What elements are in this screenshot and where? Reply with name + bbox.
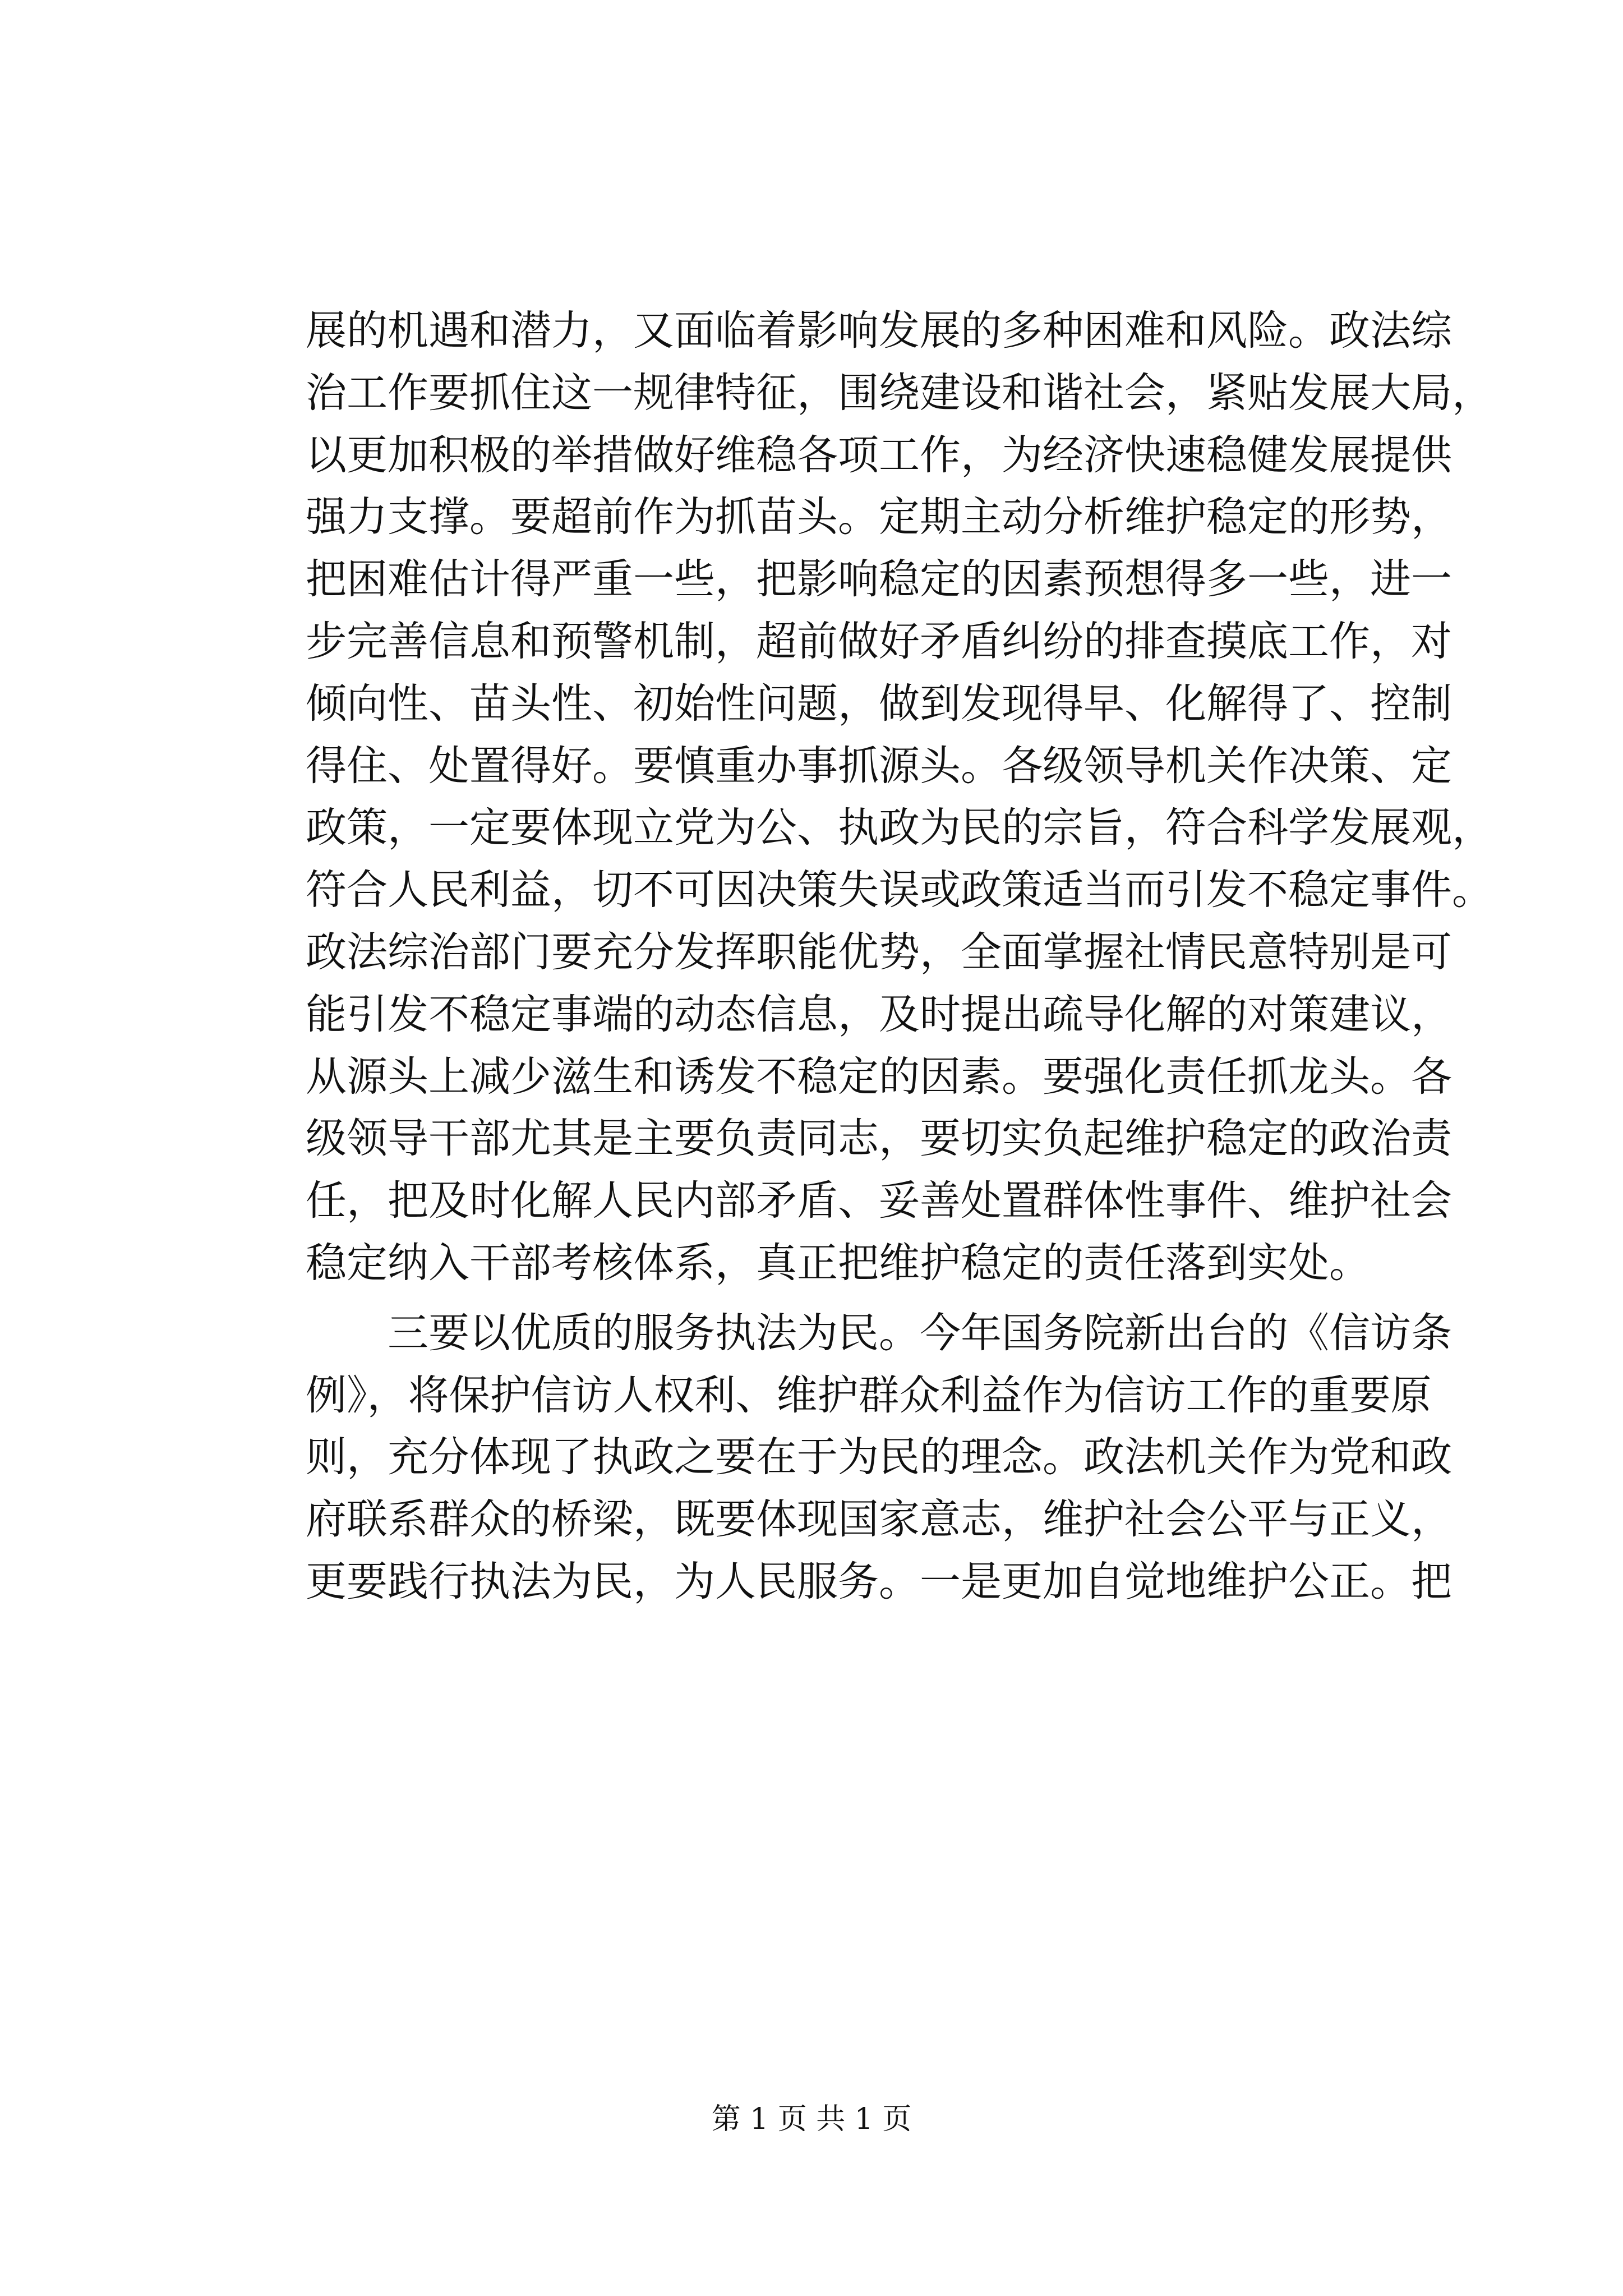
page-number-footer: 第 1 页 共 1 页	[711, 2102, 912, 2136]
text-line: 级领导干部尤其是主要负责同志，要切实负起维护稳定的政治责	[306, 1115, 1452, 1163]
text-line: 得住、处置得好。要慎重办事抓源头。各级领导机关作决策、定	[306, 742, 1452, 790]
text-line: 治工作要抓住这一规律特征，围绕建设和谐社会，紧贴发展大局，	[306, 369, 1493, 417]
text-line: 展的机遇和潜力，又面临着影响发展的多种困难和风险。政法综	[306, 307, 1452, 355]
text-line: 把困难估计得严重一些，把影响稳定的因素预想得多一些，进一	[306, 555, 1452, 604]
text-line: 府联系群众的桥梁，既要体现国家意志，维护社会公平与正义，	[306, 1496, 1452, 1544]
text-line: 强力支撑。要超前作为抓苗头。定期主动分析维护稳定的形势，	[306, 493, 1452, 541]
text-line: 符合人民利益，切不可因决策失误或政策适当而引发不稳定事件。	[306, 866, 1493, 914]
text-line: 则，充分体现了执政之要在于为民的理念。政法机关作为党和政	[306, 1433, 1452, 1481]
paragraph-2	[306, 1303, 1452, 1613]
text-line: 三要以优质的服务执法为民。今年国务院新出台的《信访条	[306, 1309, 1452, 1357]
text-line: 步完善信息和预警机制，超前做好矛盾纠纷的排查摸底工作，对	[306, 617, 1452, 665]
text-line: 能引发不稳定事端的动态信息，及时提出疏导化解的对策建议，	[306, 990, 1452, 1038]
body-text	[306, 300, 1493, 1613]
text-line: 更要践行执法为民，为人民服务。一是更加自觉地维护公正。把	[306, 1557, 1452, 1605]
text-line: 政策，一定要体现立党为公、执政为民的宗旨，符合科学发展观，	[306, 804, 1493, 852]
paragraph-gap	[306, 1295, 1422, 1303]
paragraph-1	[306, 300, 1493, 1295]
text-line: 稳定纳入干部考核体系，真正把维护稳定的责任落到实处。	[306, 1239, 1370, 1287]
text-line: 任，把及时化解人民内部矛盾、妥善处置群体性事件、维护社会	[306, 1177, 1452, 1225]
text-line: 政法综治部门要充分发挥职能优势，全面掌握社情民意特别是可	[306, 928, 1452, 976]
text-line: 从源头上减少滋生和诱发不稳定的因素。要强化责任抓龙头。各	[306, 1052, 1452, 1101]
text-line: 倾向性、苗头性、初始性问题，做到发现得早、化解得了、控制	[306, 679, 1452, 728]
text-line: 例》，将保护信访人权利、维护群众利益作为信访工作的重要原	[306, 1371, 1432, 1419]
text-line: 以更加积极的举措做好维稳各项工作，为经济快速稳健发展提供	[306, 431, 1452, 479]
